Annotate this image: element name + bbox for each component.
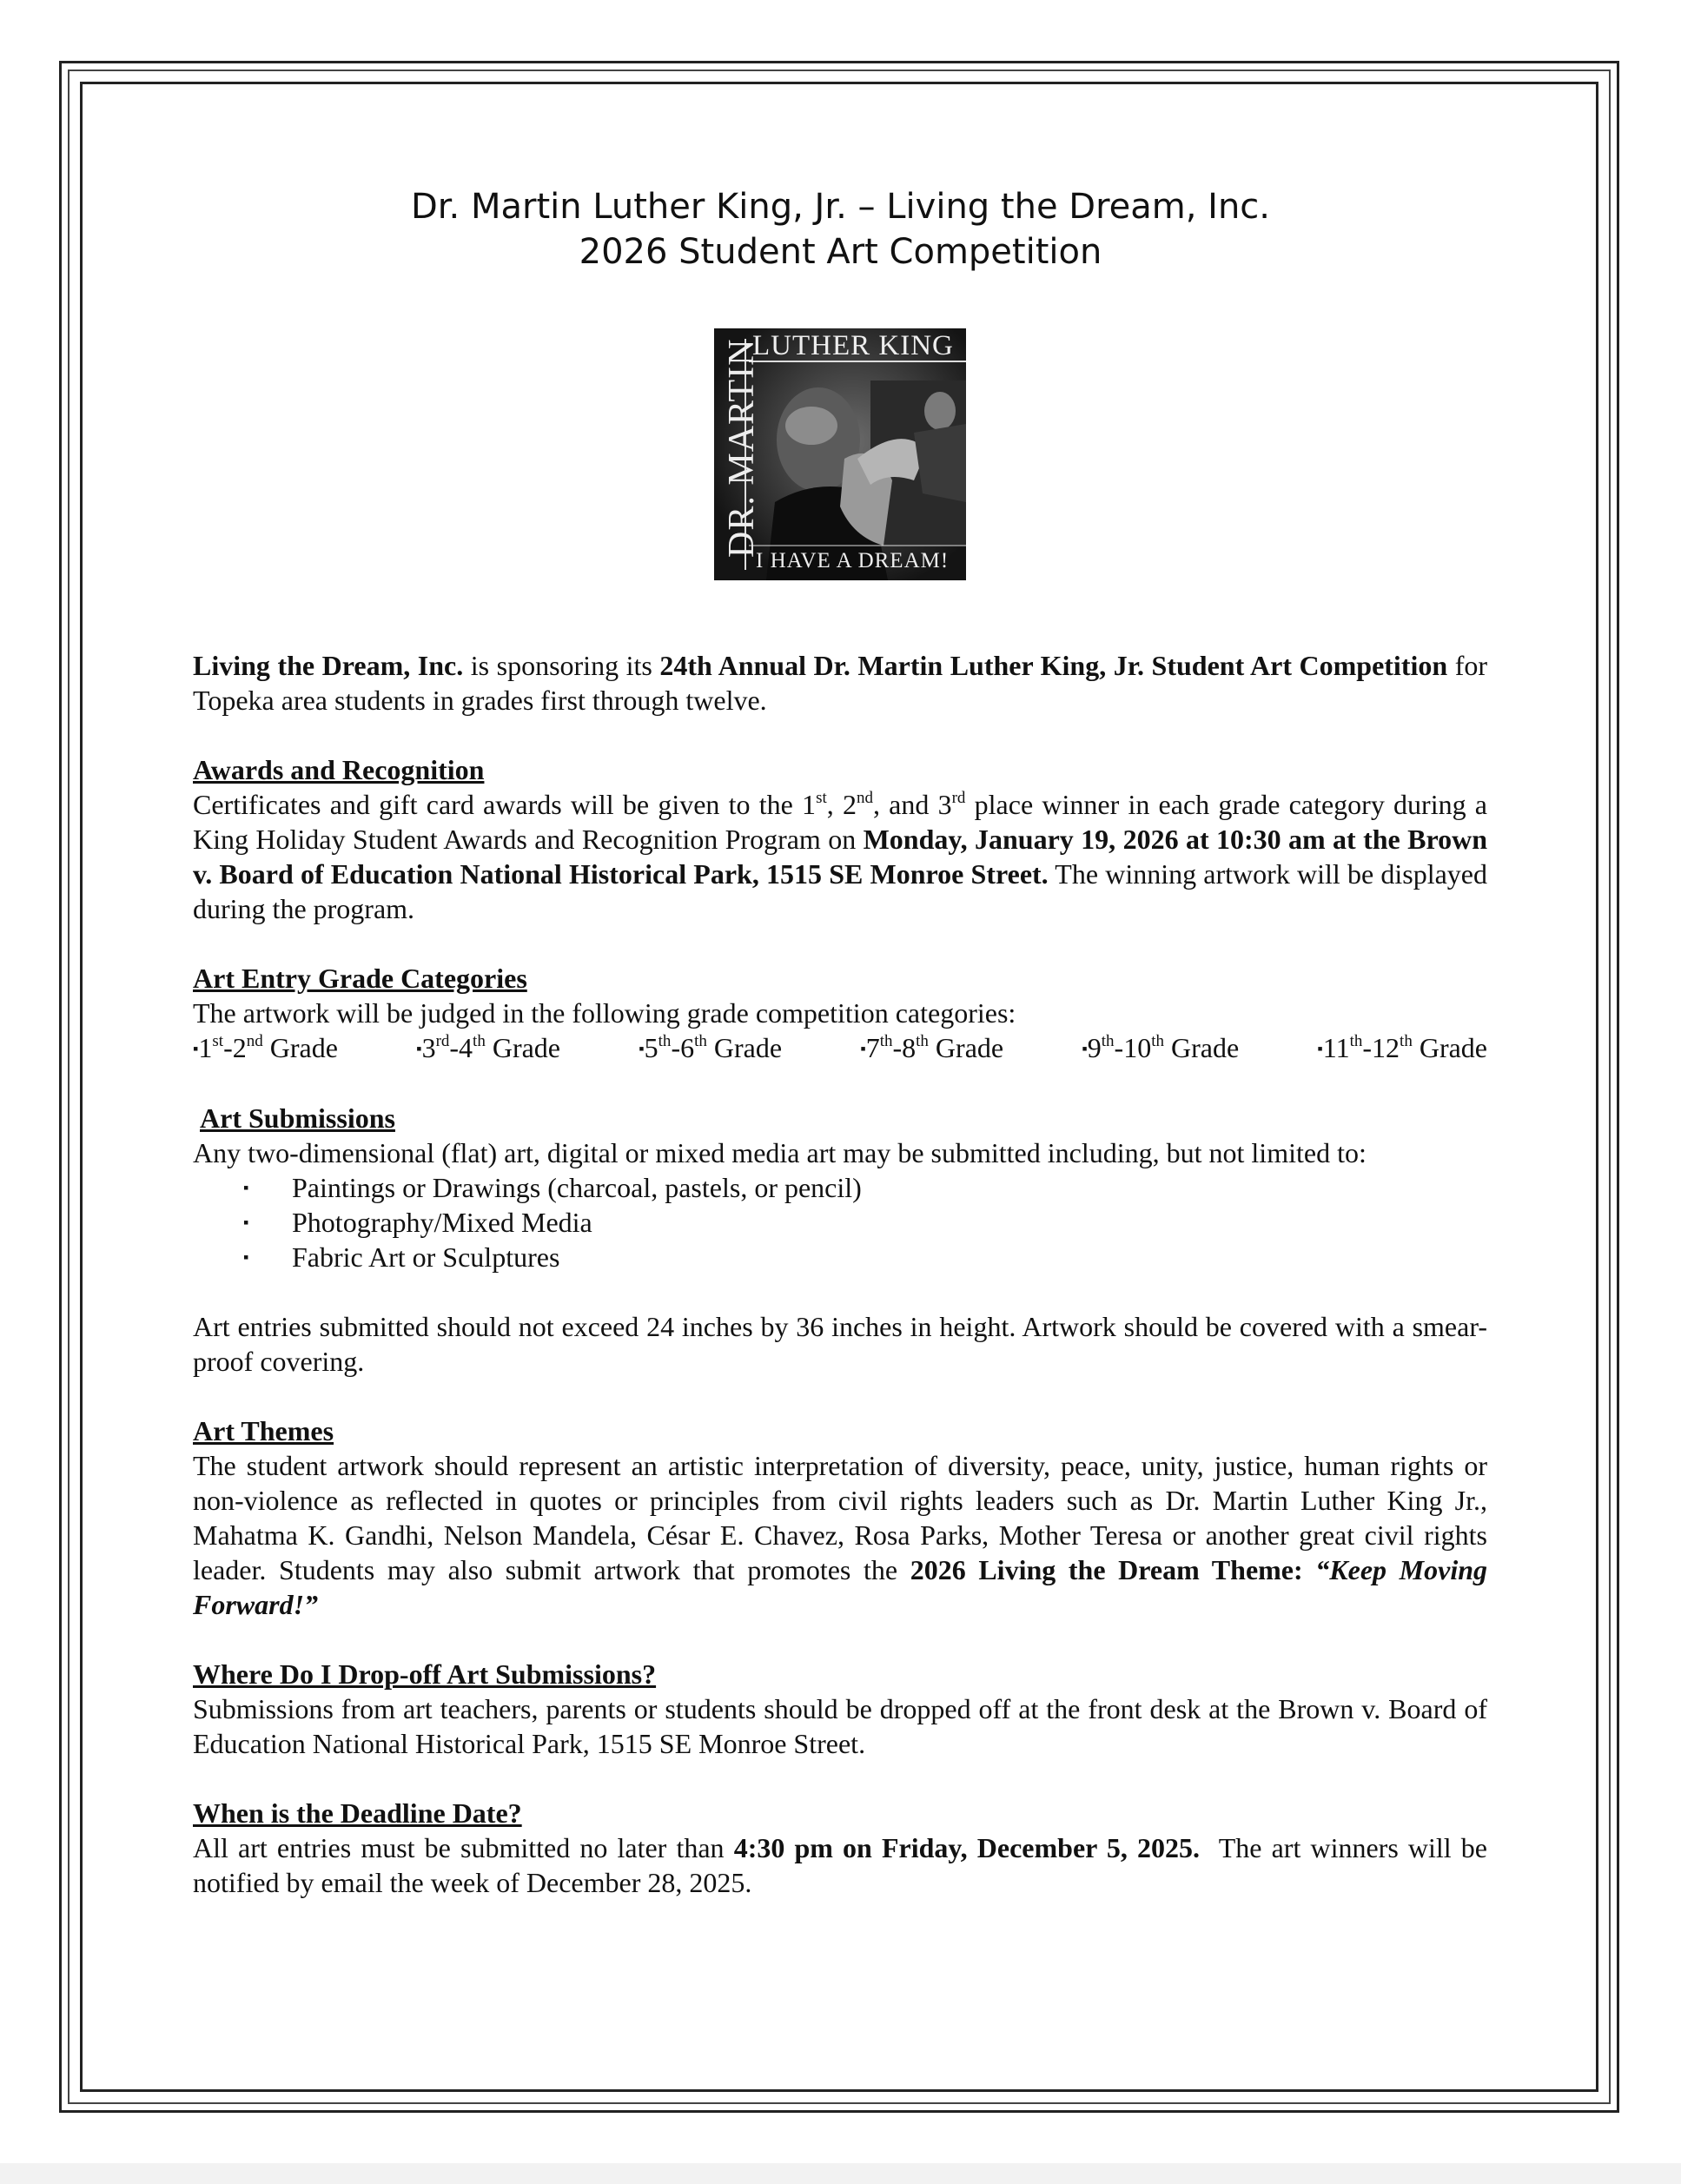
- awards-text-2: , 2: [826, 789, 857, 820]
- awards-text-4: place winner in each grade category during a King Holiday Student Awards and Recognition Program on: [193, 789, 1488, 855]
- dropoff-paragraph: Submissions from art teachers, parents or students should be dropped off at the front desk at the Brown v. Board of Education National Historical Park, 1515 SE Monroe Street.: [193, 1693, 1487, 1759]
- grade-separator: -: [671, 1032, 681, 1063]
- grade-start: 1: [198, 1032, 213, 1063]
- grade-end-suffix: th: [694, 1032, 707, 1050]
- grade-end: 12: [1372, 1032, 1400, 1063]
- grade-start: 9: [1087, 1032, 1102, 1063]
- page-bottom-strip: [0, 2163, 1681, 2184]
- categories-intro: The artwork will be judged in the following grade competition categories:: [193, 997, 1016, 1029]
- list-item-text: Fabric Art or Sculptures: [292, 1241, 560, 1273]
- document-body: [193, 648, 1495, 1900]
- list-item: [193, 1170, 1487, 1205]
- grade-start-suffix: th: [1349, 1032, 1363, 1050]
- logo-text-top: LUTHER KING: [752, 330, 954, 361]
- header-title: Dr. Martin Luther King, Jr. – Living the Dream, Inc.: [410, 187, 1271, 227]
- dropoff-heading: Where Do I Drop-off Art Submissions?: [193, 1658, 657, 1690]
- intro-org: Living the Dream, Inc.: [193, 650, 464, 681]
- grade-start-suffix: th: [658, 1032, 672, 1050]
- list-item-text: Paintings or Drawings (charcoal, pastels, or pencil): [292, 1172, 862, 1203]
- grade-category-item: [416, 1030, 560, 1066]
- grade-start-suffix: th: [1101, 1032, 1115, 1050]
- grade-category-item: [1317, 1030, 1487, 1066]
- deadline-text-2: The art winners will be notified by email the week of December 28, 2025.: [193, 1832, 1495, 1898]
- grade-category-item: [193, 1030, 338, 1066]
- grade-end-suffix: th: [1151, 1032, 1164, 1050]
- grade-separator: -: [223, 1032, 233, 1063]
- submissions-section: [193, 1101, 1487, 1379]
- mlk-logo-image: [714, 328, 966, 580]
- grade-start-suffix: rd: [435, 1032, 450, 1050]
- square-bullet-icon: ▪: [639, 1040, 645, 1057]
- square-bullet-icon: ▪: [1317, 1040, 1323, 1057]
- deadline-section: [193, 1796, 1495, 1900]
- intro-paragraph: [193, 648, 1487, 718]
- themes-heading: Art Themes: [193, 1415, 334, 1446]
- list-item: [193, 1240, 1487, 1274]
- grade-separator: -: [1114, 1032, 1124, 1063]
- grade-separator: -: [1362, 1032, 1373, 1063]
- square-bullet-icon: ▪: [1082, 1040, 1088, 1057]
- grade-start: 3: [421, 1032, 436, 1063]
- awards-sup-1: st: [816, 789, 827, 807]
- grade-start-suffix: th: [879, 1032, 893, 1050]
- grade-start-suffix: st: [212, 1032, 224, 1050]
- submissions-heading: Art Submissions: [200, 1102, 395, 1134]
- deadline-date: 4:30 pm on Friday, December 5, 2025.: [733, 1832, 1201, 1863]
- square-bullet-icon: ▪: [243, 1248, 249, 1266]
- intro-text-2: for Topeka area students in grades first through twelve.: [193, 650, 1488, 716]
- grade-end: 2: [232, 1032, 247, 1063]
- square-bullet-icon: ▪: [416, 1040, 422, 1057]
- awards-text-5: The winning artwork will be displayed during the program.: [193, 858, 1487, 924]
- square-bullet-icon: ▪: [243, 1179, 249, 1196]
- grade-end: 6: [680, 1032, 695, 1063]
- submissions-intro: Any two-dimensional (flat) art, digital or mixed media art may be submitted including, but not limited to:: [193, 1137, 1367, 1168]
- list-item-text: Photography/Mixed Media: [292, 1207, 592, 1238]
- list-item: [193, 1205, 1487, 1240]
- awards-section: [193, 752, 1487, 926]
- grade-category-item: [639, 1030, 782, 1066]
- square-bullet-icon: ▪: [243, 1214, 249, 1231]
- deadline-paragraph: [193, 1830, 1495, 1900]
- submissions-list: [193, 1170, 1487, 1274]
- awards-sup-3: rd: [951, 789, 966, 807]
- themes-theme-quote: “Keep Moving Forward!”: [193, 1554, 1487, 1620]
- size-note: Art entries submitted should not exceed 24 inches by 36 inches in height. Artwork should be covered with a smear-proof covering.: [193, 1311, 1487, 1377]
- categories-section: [193, 961, 1487, 1066]
- awards-text-3: , and 3: [872, 789, 952, 820]
- grade-label: Grade: [706, 1032, 783, 1063]
- grade-category-item: [1082, 1030, 1239, 1066]
- grade-separator: -: [449, 1032, 460, 1063]
- grade-label: Grade: [485, 1032, 560, 1063]
- grade-separator: -: [892, 1032, 903, 1063]
- logo-text-bottom: I HAVE A DREAM!: [756, 549, 950, 572]
- grade-end-suffix: nd: [246, 1032, 263, 1050]
- grade-label: Grade: [1412, 1032, 1487, 1063]
- intro-event: 24th Annual Dr. Martin Luther King, Jr. Student Art Competition: [659, 650, 1448, 681]
- themes-section: [193, 1413, 1487, 1622]
- square-bullet-icon: ▪: [193, 1040, 199, 1057]
- intro-text-1: is sponsoring its: [463, 650, 660, 681]
- grade-start: 7: [865, 1032, 880, 1063]
- dropoff-section: [193, 1657, 1487, 1761]
- grade-end: 4: [459, 1032, 473, 1063]
- deadline-heading: When is the Deadline Date?: [193, 1797, 522, 1829]
- awards-heading: Awards and Recognition: [193, 754, 485, 785]
- categories-heading: Art Entry Grade Categories: [193, 963, 527, 994]
- awards-sup-2: nd: [856, 789, 873, 807]
- grade-end: 10: [1123, 1032, 1152, 1063]
- grade-label: Grade: [1163, 1032, 1240, 1063]
- themes-text: The student artwork should represent an artistic interpretation of diversity, peace, unity, justice, human rights or non-violence as reflected in quotes or principles from civil rights leaders such as Dr. Martin Luther King Jr., Mahatma K. Gandhi, Nelson Mandela, César E. Chavez, Rosa Parks, Mother Teresa or another great civil rights leader. Students may also submit artwork that promotes the: [193, 1450, 1487, 1585]
- header-subtitle: 2026 Student Art Competition: [579, 232, 1102, 272]
- awards-text-1: Certificates and gift card awards will be given to the 1: [193, 789, 817, 820]
- logo-text-side: DR. MARTIN: [722, 338, 762, 558]
- grade-end-suffix: th: [1400, 1032, 1413, 1050]
- grade-end: 8: [902, 1032, 917, 1063]
- awards-event-details: Monday, January 19, 2026 at 10:30 am at the Brown v. Board of Education National Historical Park, 1515 SE Monroe Street.: [193, 824, 1488, 890]
- grade-category-item: [860, 1030, 1003, 1066]
- themes-theme-label: 2026 Living the Dream Theme:: [910, 1554, 1316, 1585]
- grade-start: 5: [644, 1032, 659, 1063]
- grade-label: Grade: [928, 1032, 1004, 1063]
- themes-paragraph: [193, 1448, 1487, 1622]
- grade-category-list: [193, 1030, 1487, 1066]
- grade-start: 11: [1322, 1032, 1350, 1063]
- deadline-text-1: All art entries must be submitted no later than: [193, 1832, 734, 1863]
- grade-end-suffix: th: [916, 1032, 929, 1050]
- document-header: [0, 184, 1681, 275]
- square-bullet-icon: ▪: [860, 1040, 866, 1057]
- awards-paragraph: [193, 787, 1487, 926]
- grade-end-suffix: th: [473, 1032, 486, 1050]
- grade-label: Grade: [262, 1032, 338, 1063]
